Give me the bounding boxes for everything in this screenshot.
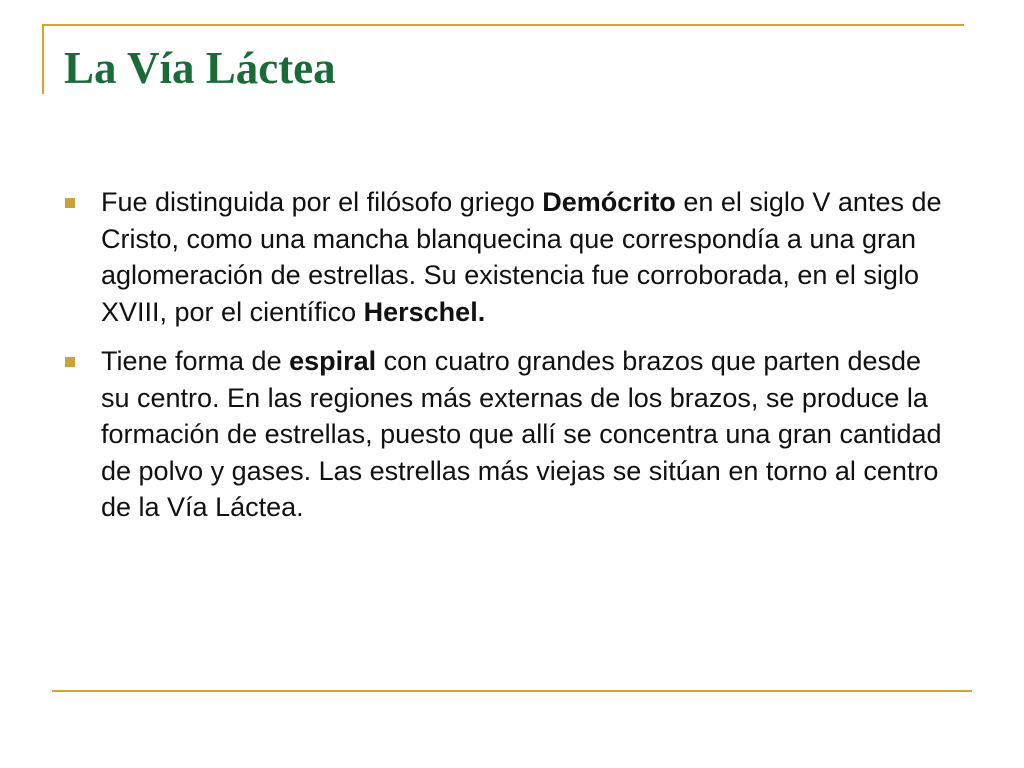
- square-bullet-icon: [65, 357, 75, 367]
- bullet-2-text-part2: con cuatro grandes brazos que parten desde su centro. En las regiones más externas de los brazos, se produce la formación de estrellas, puesto que allí se concentra una gran cantidad de polvo y gases. Las estrellas más viejas se sitúan en torno al centro de la Vía Láctea.: [101, 346, 942, 522]
- bullet-item-1: [60, 184, 950, 330]
- bullet-1-bold-democrito: Demócrito: [542, 187, 676, 217]
- bullet-2-bold-espiral: espiral: [289, 346, 377, 376]
- bullet-item-2: [60, 343, 950, 526]
- frame-bottom-line: [52, 690, 972, 692]
- bullet-1-text-part1: Fue distinguida por el filósofo griego: [101, 187, 543, 217]
- bullet-list: [60, 184, 950, 539]
- slide-title: La Vía Láctea: [64, 43, 336, 93]
- bullet-1-bold-herschel: Herschel.: [363, 296, 486, 327]
- frame-left-line: [42, 24, 44, 94]
- bullet-text-2: [101, 346, 942, 522]
- bullet-1-text-part2: en el siglo V antes de Cristo, como una mancha blanquecina que correspondía a una gran aglomeración de estrellas. Su existencia fue corroborada, en el siglo XVIII, por el científico: [101, 187, 942, 327]
- frame-top-line: [42, 24, 964, 26]
- square-bullet-icon: [65, 198, 75, 208]
- bullet-text-1: [101, 187, 942, 327]
- bullet-2-text-part1: Tiene forma de: [101, 346, 290, 376]
